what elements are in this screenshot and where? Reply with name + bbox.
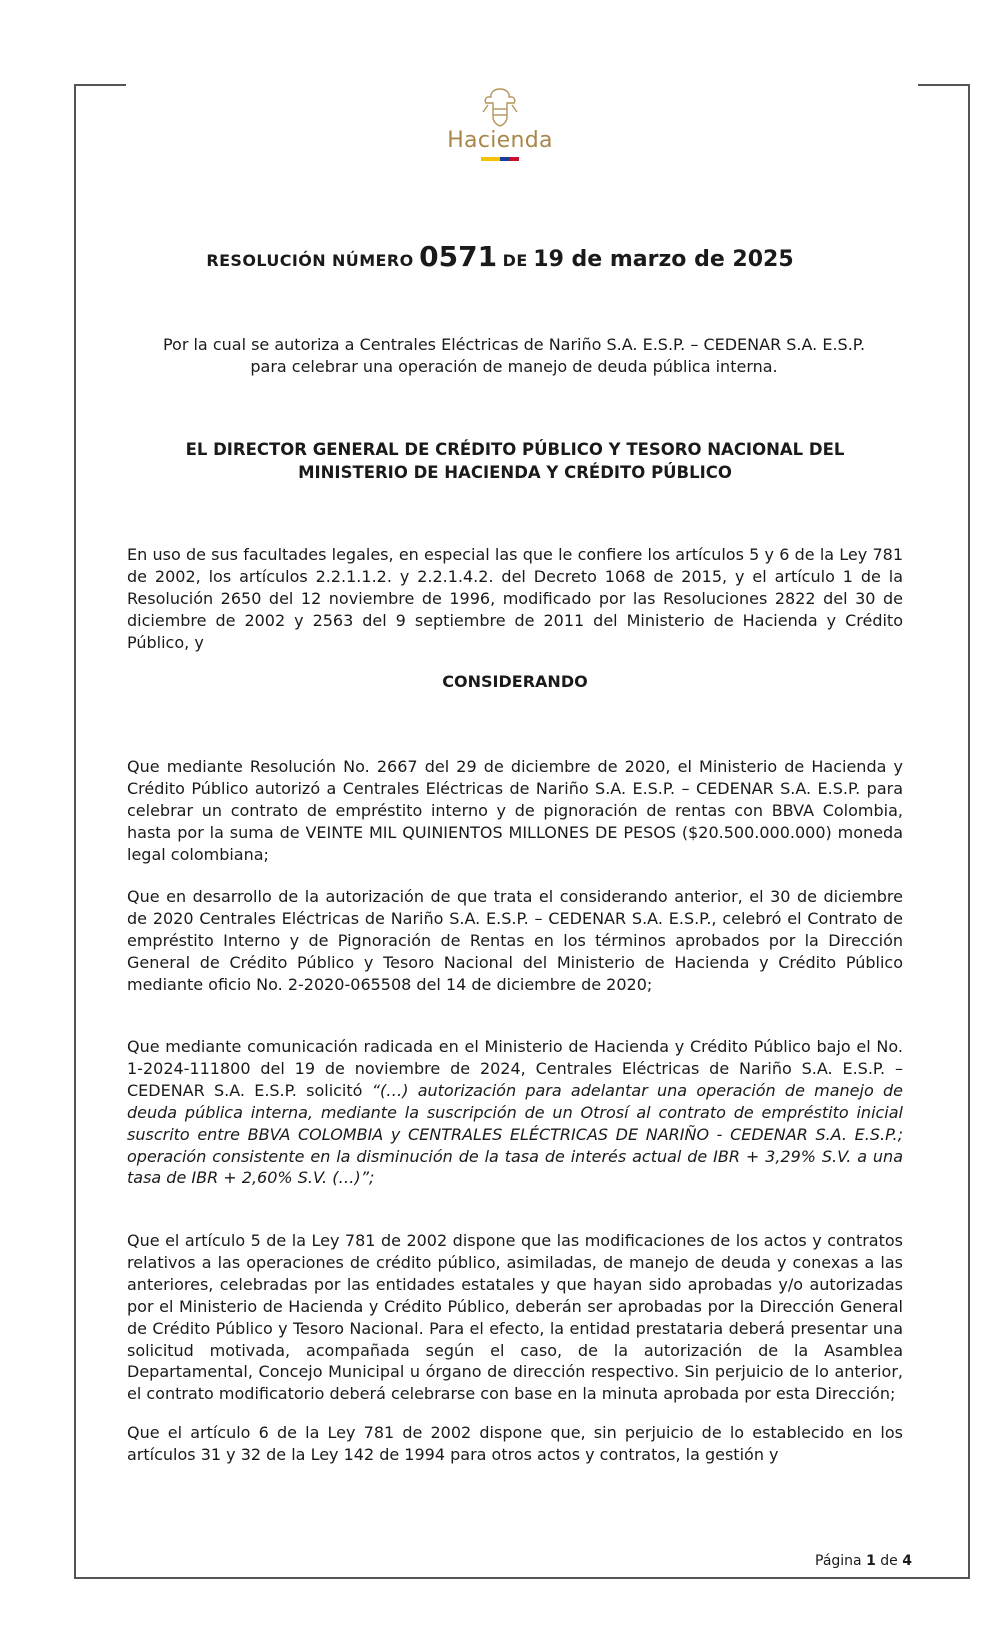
considerando-heading: CONSIDERANDO <box>442 672 588 691</box>
subject-line-1: Por la cual se autoriza a Centrales Eléctricas de Nariño S.A. E.S.P. – CEDENAR S.A. E.S.P. <box>162 335 866 354</box>
authority-line-1: EL DIRECTOR GENERAL DE CRÉDITO PÚBLICO Y TESORO NACIONAL DEL <box>185 440 845 459</box>
resolution-subject <box>118 334 910 378</box>
page-current: 1 <box>866 1553 876 1569</box>
issuing-authority <box>130 438 900 484</box>
considerando-paragraph-3 <box>127 1036 903 1189</box>
authority-line-2: MINISTERIO DE HACIENDA Y CRÉDITO PÚBLICO <box>298 463 732 482</box>
resolution-number: 0571 <box>419 240 498 273</box>
considerando-paragraph-2: Que en desarrollo de la autorización de que trata el considerando anterior, el 30 de diciembre de 2020 Centrales Eléctricas de Nariño S.A. E.S.P. – CEDENAR S.A. E.S.P., celebró el Contrato de empréstito Interno y de Pignoración de Rentas en los términos aprobados por la Dirección General de Crédito Público y Tesoro Nacional del Ministerio de Hacienda y Crédito Público mediante oficio No. 2-2020-065508 del 14 de diciembre de 2020; <box>127 887 903 994</box>
page-label: Página <box>815 1553 862 1569</box>
considerando-paragraph-5: Que el artículo 6 de la Ley 781 de 2002 dispone que, sin perjuicio de lo establecido en los artículos 31 y 32 de la Ley 142 de 1994 para otros actos y contratos, la gestión y <box>127 1423 903 1464</box>
considerando-paragraph-1: Que mediante Resolución No. 2667 del 29 de diciembre de 2020, el Ministerio de Hacienda y Crédito Público autorizó a Centrales Eléctricas de Nariño S.A. E.S.P. – CEDENAR S.A. E.S.P. para celebrar un contrato de empréstito interno y de pignoración de rentas con BBVA Colombia, hasta por la suma de VEINTE MIL QUINIENTOS MILLONES DE PESOS ($20.500.000.000) moneda legal colombiana; <box>127 757 903 864</box>
page-frame-left <box>74 84 76 1579</box>
page-total: 4 <box>902 1553 912 1569</box>
page-frame-bottom <box>74 1577 970 1579</box>
paragraph-3-intro: Que mediante comunicación radicada en el Ministerio de Hacienda y Crédito Público bajo el No. 1-2024-111800 del 19 de noviembre de 2024, Centrales Eléctricas de Nariño S.A. E.S.P. – CEDENAR S.A. E.S.P. solicitó <box>127 1037 903 1100</box>
resolution-de: DE <box>502 251 528 270</box>
paragraph-3-quote: “(…) autorización para adelantar una operación de manejo de deuda pública interna, mediante la suscripción de un Otrosí al contrato de empréstito inicial suscrito entre BBVA COLOMBIA y CENTRALES ELÉCTRICAS DE NARIÑO - CEDENAR S.A. E.S.P.; operación consistente en la disminución de la tasa de interés actual de IBR + 3,29% S.V. a una tasa de IBR + 2,60% S.V. (…)”; <box>127 1080 903 1188</box>
hacienda-logo <box>0 86 1000 161</box>
page-frame-right <box>968 84 970 1579</box>
considerando-paragraph-4: Que el artículo 5 de la Ley 781 de 2002 dispone que las modificaciones de los actos y contratos relativos a las operaciones de crédito público, asimiladas, de manejo de deuda y conexas a las anteriores, celebradas por las entidades estatales y que hayan sido aprobadas y/o autorizadas por el Ministerio de Hacienda y Crédito Público, deberán ser aprobadas por la Dirección General de Crédito Público y Tesoro Nacional. Para el efecto, la entidad prestataria deberá presentar una solicitud motivada, acompañada según el caso, de la autorización de la Asamblea Departamental, Concejo Municipal u órgano de dirección respectivo. Sin perjuicio de lo anterior, el contrato modificatorio deberá celebrarse con base en la minuta aprobada por esta Dirección; <box>127 1231 903 1404</box>
resolution-label: RESOLUCIÓN NÚMERO <box>206 251 414 270</box>
logo-wordmark: Hacienda <box>447 128 553 153</box>
colombia-flag-stripe <box>481 157 519 161</box>
page-number <box>815 1553 912 1569</box>
legal-basis-paragraph: En uso de sus facultades legales, en especial las que le confiere los artículos 5 y 6 de la Ley 781 de 2002, los artículos 2.2.1.1.2. y 2.2.1.4.2. del Decreto 1068 de 2015, y el artículo 1 de la Resolución 2650 del 12 noviembre de 1996, modificado por las Resoluciones 2822 del 30 de diciembre de 2002 y 2563 del 9 septiembre de 2011 del Ministerio de Hacienda y Crédito Público, y <box>127 545 903 652</box>
resolution-date: 19 de marzo de 2025 <box>533 247 794 272</box>
resolution-title <box>0 240 1000 273</box>
page-de: de <box>880 1553 898 1569</box>
coat-of-arms-icon <box>480 86 520 128</box>
subject-line-2: para celebrar una operación de manejo de deuda pública interna. <box>250 357 778 376</box>
